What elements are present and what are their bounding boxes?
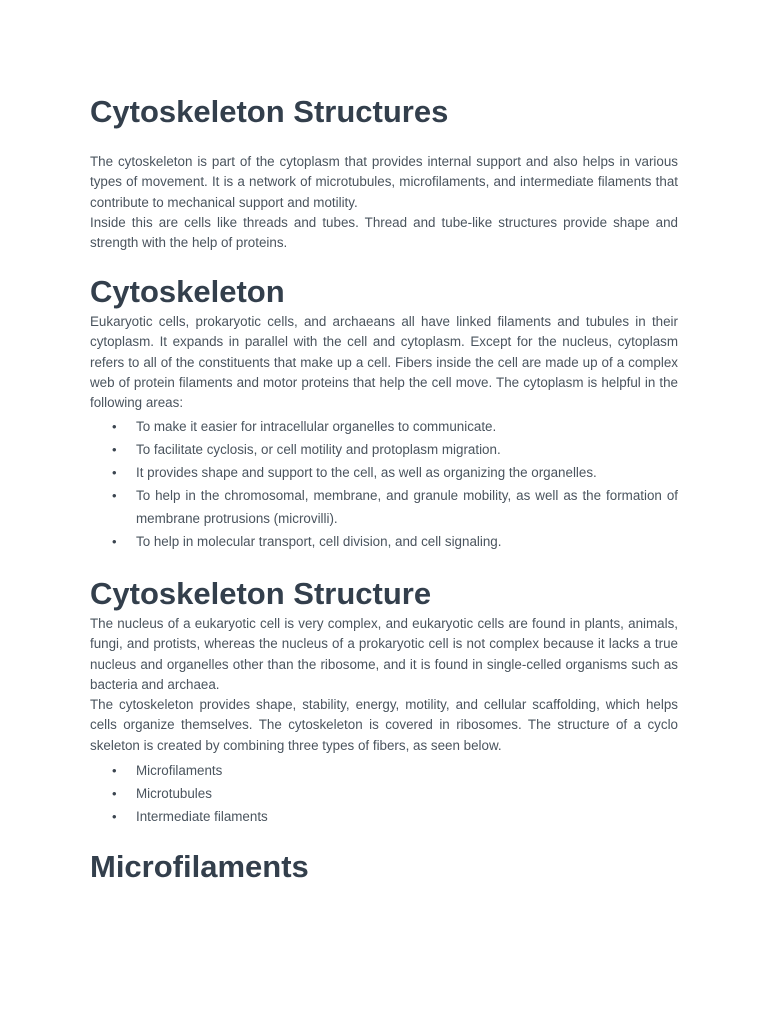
page-title: Cytoskeleton Structures [90, 94, 449, 129]
list-item-text: To help in molecular transport, cell division, and cell signaling. [136, 534, 502, 549]
list-item [90, 759, 678, 782]
list-item-text: It provides shape and support to the cell, as well as organizing the organelles. [136, 465, 597, 480]
bullet-icon: • [112, 786, 117, 801]
section1-paragraph: Eukaryotic cells, prokaryotic cells, and archaeans all have linked filaments and tubules in their cytoplasm. It expands in parallel with the cell and cytoplasm. Except for the nucleus, cytoplasm refers to all of the constituents that make up a cell. Fibers inside the cell are made up of a complex web of protein filaments and motor proteins that help the cell move. The cytoplasm is helpful in the following areas: [90, 314, 678, 411]
list-item [90, 415, 678, 438]
section2-bullet-list [90, 759, 678, 828]
bullet-icon: • [112, 465, 117, 480]
list-item [90, 530, 678, 553]
section-heading-cytoskeleton: Cytoskeleton [90, 274, 285, 309]
section-heading-microfilaments: Microfilaments [90, 849, 309, 884]
bullet-icon: • [112, 442, 117, 457]
list-item-text: To facilitate cyclosis, or cell motility and protoplasm migration. [136, 442, 501, 457]
bullet-icon: • [112, 809, 117, 824]
list-item [90, 438, 678, 461]
list-item-text: Intermediate filaments [136, 809, 268, 824]
intro-paragraph-2: Inside this are cells like threads and tubes. Thread and tube-like structures provide shape and strength with the help of proteins. [90, 215, 678, 251]
list-item [90, 461, 678, 484]
section2-paragraph-1: The nucleus of a eukaryotic cell is very complex, and eukaryotic cells are found in plants, animals, fungi, and protists, whereas the nucleus of a prokaryotic cell is not complex because it lacks a true nucleus and organelles other than the ribosome, and it is found in single-celled organisms such as bacteria and archaea. [90, 616, 678, 692]
section1-bullet-list [90, 415, 678, 553]
section-heading-cytoskeleton-structure: Cytoskeleton Structure [90, 576, 432, 611]
bullet-icon: • [112, 419, 117, 434]
intro-paragraph-1: The cytoskeleton is part of the cytoplasm that provides internal support and also helps in various types of movement. It is a network of microtubules, microfilaments, and intermediate filaments that contribute to mechanical support and motility. [90, 154, 678, 210]
bullet-icon: • [112, 763, 117, 778]
bullet-icon: • [112, 488, 117, 503]
list-item [90, 805, 678, 828]
list-item-text: Microtubules [136, 786, 212, 801]
bullet-icon: • [112, 534, 117, 549]
section2-paragraph-2: The cytoskeleton provides shape, stability, energy, motility, and cellular scaffolding, which helps cells organize themselves. The cytoskeleton is covered in ribosomes. The structure of a cyclo skeleton is created by combining three types of fibers, as seen below. [90, 697, 678, 753]
list-item-text: Microfilaments [136, 763, 223, 778]
list-item [90, 782, 678, 805]
list-item-text: To help in the chromosomal, membrane, and granule mobility, as well as the formation of membrane protrusions (microvilli). [136, 488, 678, 526]
list-item [90, 484, 678, 530]
list-item-text: To make it easier for intracellular organelles to communicate. [136, 419, 497, 434]
